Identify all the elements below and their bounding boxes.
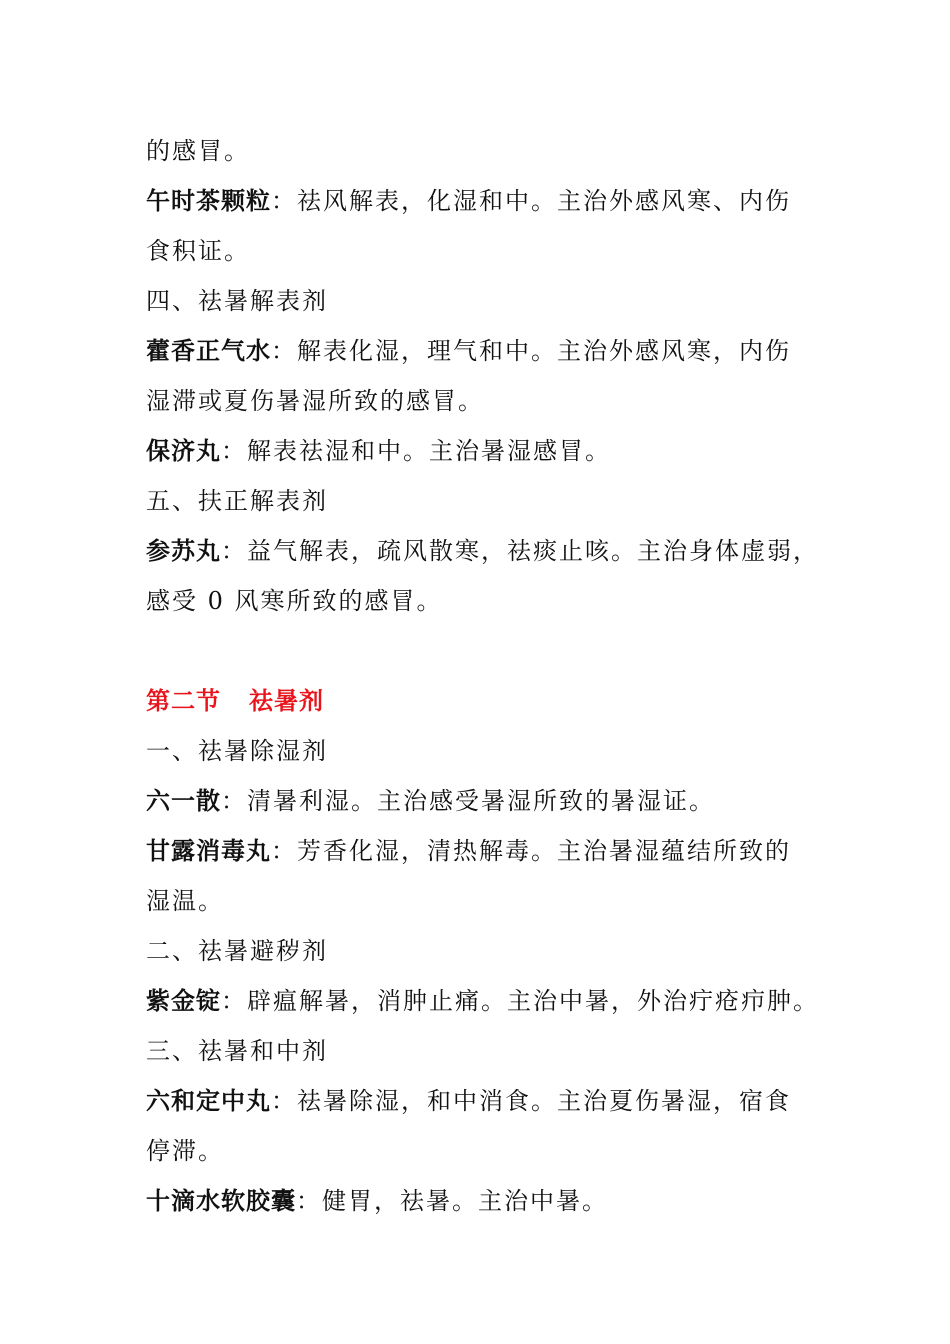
entry-continuation: 湿滞或夏伤暑湿所致的感冒。 [146, 387, 484, 415]
entry-baoji-wan [146, 426, 826, 476]
entry-term: 十滴水软胶囊 [146, 1187, 296, 1215]
entry-description: ：解表化湿，理气和中。主治外感风寒，内伤 [271, 337, 791, 365]
subheading: 二、祛暑避秽剂 [146, 937, 328, 965]
entry-term: 紫金锭 [146, 987, 221, 1015]
entry-description: ：祛风解表，化湿和中。主治外感风寒、内伤 [271, 187, 791, 215]
continuation-line: 的感冒。 [146, 137, 250, 165]
entry-description: ：解表祛湿和中。主治暑湿感冒。 [221, 437, 611, 465]
entry-wushicha-keli [146, 176, 826, 226]
section-title: 祛暑剂 [249, 687, 324, 715]
entry-description: ：益气解表，疏风散寒，祛痰止咳。主治身体虚弱， [221, 537, 819, 565]
document-body [146, 126, 826, 1226]
subheading: 五、扶正解表剂 [146, 487, 328, 515]
section-heading [146, 676, 826, 726]
entry-continuation: 湿温。 [146, 887, 224, 915]
entry-continuation: 感受 0 风寒所致的感冒。 [146, 587, 443, 615]
entry-term: 午时茶颗粒 [146, 187, 271, 215]
entry-term: 参苏丸 [146, 537, 221, 565]
subheading: 三、祛暑和中剂 [146, 1037, 328, 1065]
entry-zijin-ding [146, 976, 826, 1026]
entry-description: ：芳香化湿，清热解毒。主治暑湿蕴结所致的 [271, 837, 791, 865]
subheading: 四、祛暑解表剂 [146, 287, 328, 315]
entry-liuyi-san [146, 776, 826, 826]
entry-huoxiang-zhengqi-shui [146, 326, 826, 376]
entry-description: ：清暑利湿。主治感受暑湿所致的暑湿证。 [221, 787, 715, 815]
entry-continuation: 停滞。 [146, 1137, 224, 1165]
entry-term: 保济丸 [146, 437, 221, 465]
entry-shidishui-ruanjiaonang [146, 1176, 826, 1226]
entry-liuhe-dingzhong-wan [146, 1076, 826, 1126]
subheading: 一、祛暑除湿剂 [146, 737, 328, 765]
entry-term: 甘露消毒丸 [146, 837, 271, 865]
entry-description: ：健胃，祛暑。主治中暑。 [296, 1187, 608, 1215]
section-number: 第二节 [146, 687, 221, 715]
entry-continuation: 食积证。 [146, 237, 250, 265]
section-spacer [146, 626, 826, 676]
entry-term: 六一散 [146, 787, 221, 815]
entry-description: ：祛暑除湿，和中消食。主治夏伤暑湿，宿食 [271, 1087, 791, 1115]
entry-term: 藿香正气水 [146, 337, 271, 365]
entry-ganlu-xiaodu-wan [146, 826, 826, 876]
entry-description: ：辟瘟解暑，消肿止痛。主治中暑，外治疔疮疖肿。 [221, 987, 819, 1015]
entry-shensu-wan [146, 526, 826, 576]
entry-term: 六和定中丸 [146, 1087, 271, 1115]
